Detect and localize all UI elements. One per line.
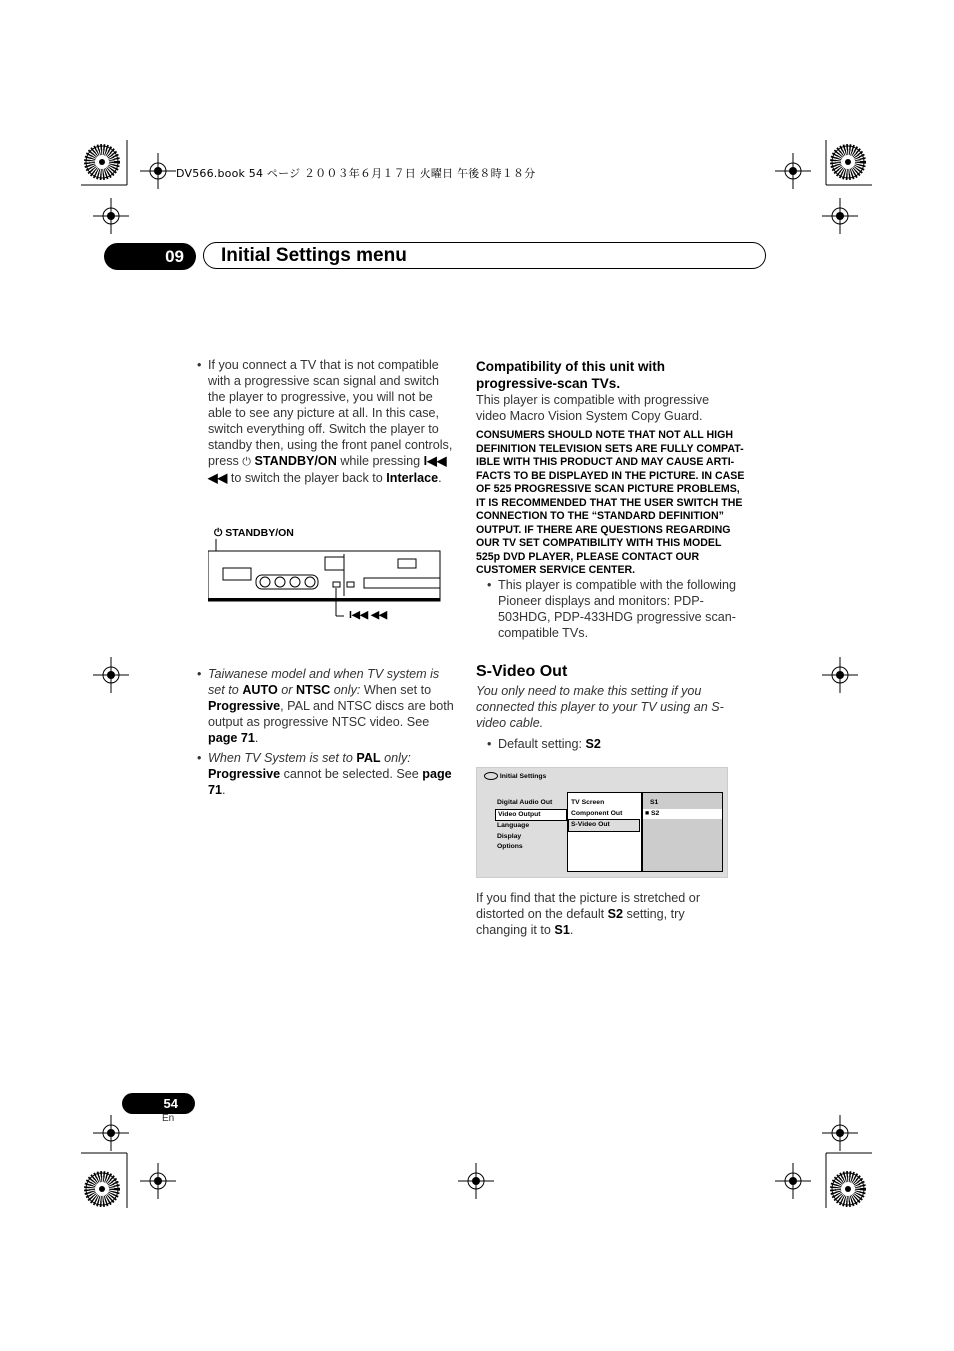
chapter-title: Initial Settings menu xyxy=(221,245,407,266)
menu-item-component-out[interactable]: Component Out xyxy=(571,809,623,817)
bullet-pal-system: • When TV System is set to PAL only: Progressive cannot be selected. See page 71. xyxy=(197,751,452,797)
initial-settings-menu xyxy=(476,767,728,878)
menu-title: Initial Settings xyxy=(484,772,546,783)
svideo-out-heading: S-Video Out xyxy=(476,663,568,680)
menu-col3 xyxy=(642,792,723,872)
menu-item-digital-audio-out[interactable]: Digital Audio Out xyxy=(497,799,553,806)
power-icon: ⏻ xyxy=(242,456,251,468)
page-reference: page 71 xyxy=(208,767,452,797)
book-header-line: DV566.book 54 ページ ２００３年６月１７日 火曜日 午後８時１８分 xyxy=(176,167,536,180)
standby-on-key: STANDBY/ON xyxy=(254,454,337,468)
menu-item-language[interactable]: Language xyxy=(497,822,530,829)
power-icon: ⏻ xyxy=(214,527,223,539)
svideo-intro: You only need to make this setting if you connected this player to your TV using an S-video cable. xyxy=(476,684,724,730)
disc-icon xyxy=(484,772,498,780)
skip-back-key: I◀◀ ◀◀ xyxy=(208,454,447,485)
chapter-number-badge: 09 xyxy=(104,243,196,270)
bullet-marker: • xyxy=(487,578,492,592)
language-code: En xyxy=(162,1113,175,1124)
menu-option-s2[interactable]: ■ S2 xyxy=(643,809,722,820)
menu-item-tv-screen[interactable]: TV Screen xyxy=(571,799,605,806)
compatibility-text: This player is compatible with progressive video Macro Vision System Copy Guard. xyxy=(476,393,710,423)
menu-col2 xyxy=(567,792,642,872)
dvd-player-drawing xyxy=(208,524,443,624)
compatibility-heading: Compatibility of this unit with progressive-scan TVs. xyxy=(476,359,665,391)
closing-paragraph: If you find that the picture is stretched or distorted on the default S2 setting, try changing it to S1. xyxy=(476,891,701,937)
bullet-marker: • xyxy=(197,667,202,681)
front-panel-figure xyxy=(208,524,443,624)
bullet-taiwanese-model: • Taiwanese model and when TV system is set to AUTO or NTSC only: When set to Progressive, PAL and NTSC discs are both output as progressive NTSC video. See page 71. xyxy=(197,667,454,745)
page-reference: page 71 xyxy=(208,731,255,745)
bullet-marker: • xyxy=(197,751,202,765)
consumer-notice: CONSUMERS SHOULD NOTE THAT NOT ALL HIGH DEFINITION TELEVISION SETS ARE FULLY COMPAT-IBLE WITH THIS PRODUCT AND MAY CAUSE ARTI-FACTS TO BE DISPLAYED IN THE PICTURE. IN CASE OF 525 PROGRESSIVE SCAN PICTURE PROBLEMS, IT IS RECOMMENDED THAT THE USER SWITCH THE CONNECTION TO THE “STANDARD DEFINITION” OUTPUT. IF THERE ARE QUESTIONS REGARDING OUR TV SET COMPATIBILITY WITH THIS MODEL 525p DVD PLAYER, PLEASE CONTACT OUR CUSTOMER SERVICE CENTER. xyxy=(476,429,745,576)
bullet-progressive-warning: • If you connect a TV that is not compatible with a progressive scan signal and switch the player to progressive, you will not be able to see any picture at all. In this case, switch everything off. Switch the player to standby then, using the front panel controls, press ⏻ STANDBY/ON while pressing I◀◀ ◀◀ to switch the player back to Interlace. xyxy=(197,358,453,485)
compatible-displays-bullet: • This player is compatible with the following Pioneer displays and monitors: PDP-503HDG, PDP-433HDG progressive scan-compatible TVs. xyxy=(487,578,736,640)
skip-figure-label: I◀◀ ◀◀ xyxy=(349,609,388,621)
default-setting-bullet: • Default setting: S2 xyxy=(487,737,601,751)
interlace-setting: Interlace xyxy=(386,471,439,485)
menu-option-s1[interactable]: S1 xyxy=(650,799,659,806)
bullet-marker: • xyxy=(487,737,492,751)
menu-col1 xyxy=(497,798,567,853)
menu-item-svideo-out[interactable]: S-Video Out xyxy=(568,819,640,832)
bullet-marker: • xyxy=(197,358,202,372)
menu-item-display[interactable]: Display xyxy=(497,832,522,840)
menu-item-video-output[interactable]: Video Output xyxy=(495,809,567,822)
standby-figure-label: ⏻ STANDBY/ON xyxy=(214,527,294,539)
menu-item-options[interactable]: Options xyxy=(497,843,523,850)
page-number-badge: 54 xyxy=(122,1093,195,1114)
